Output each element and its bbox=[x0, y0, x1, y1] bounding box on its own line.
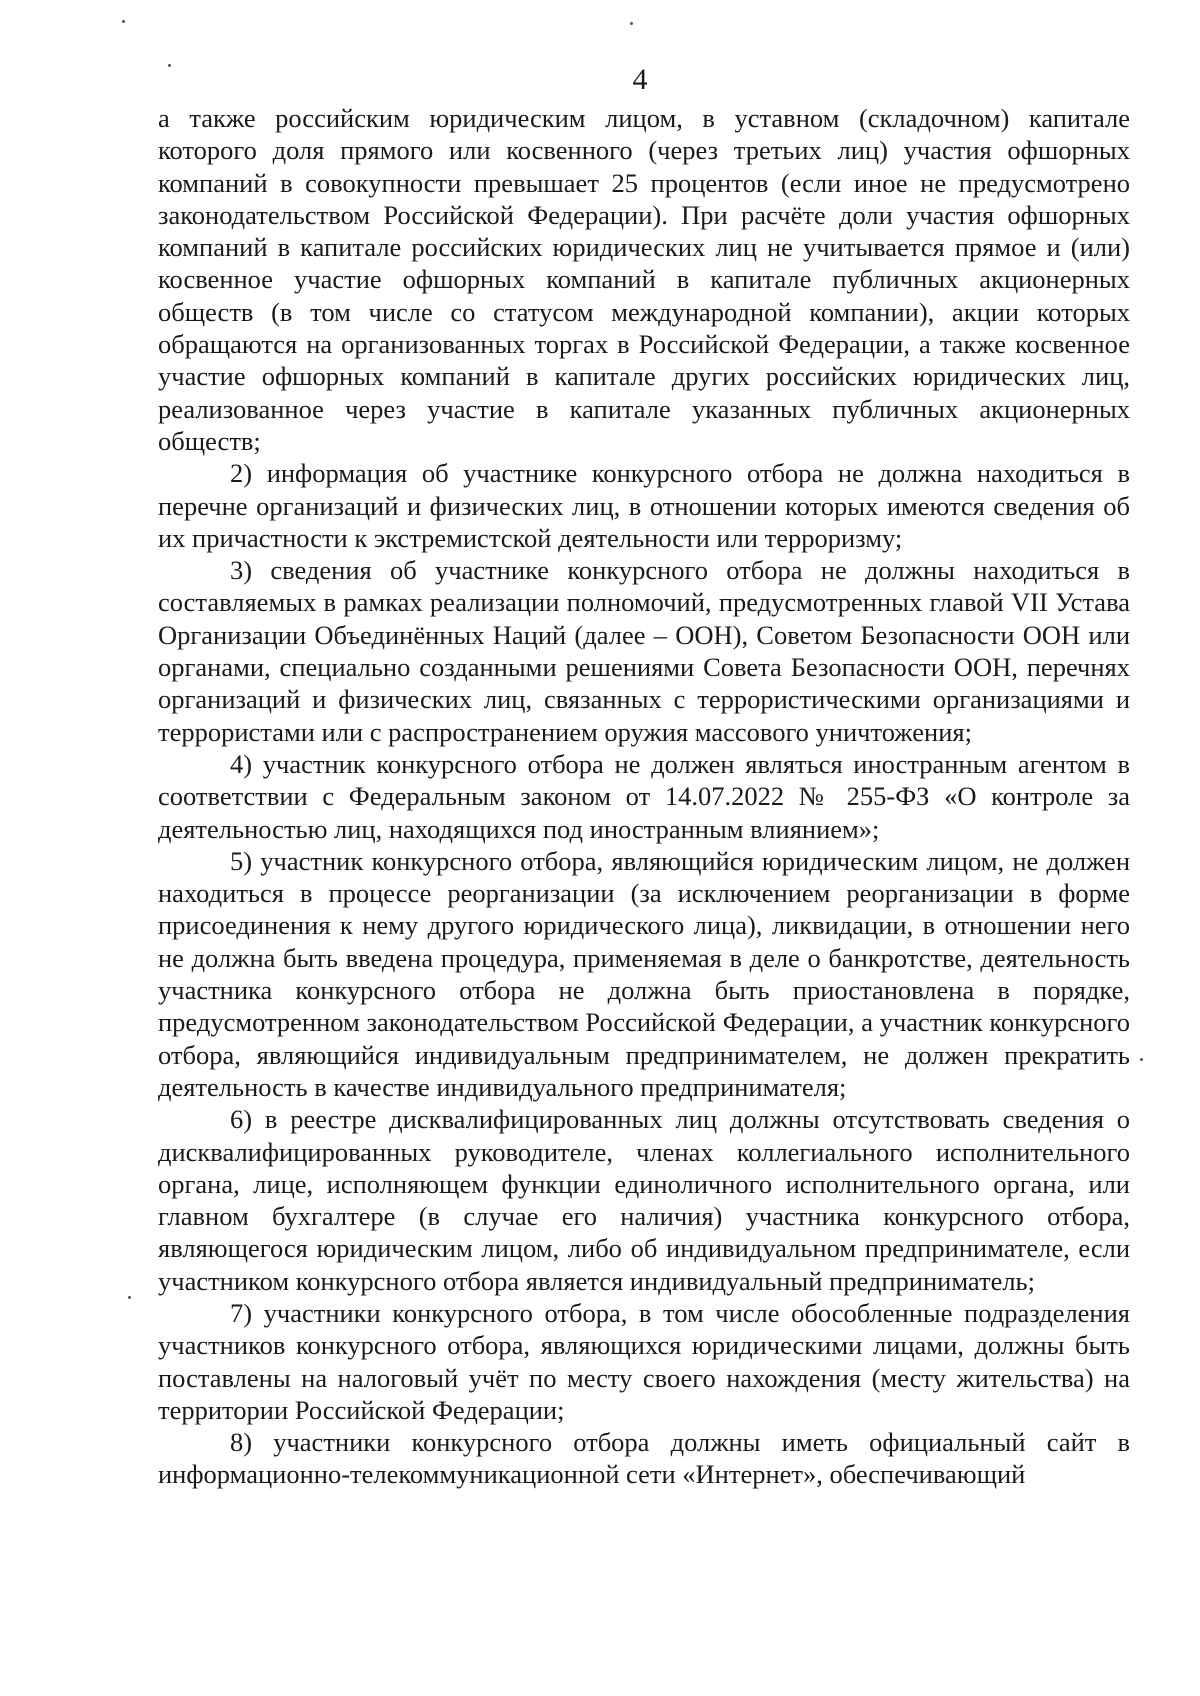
list-item-8: 8) участники конкурсного отбора должны иметь официальный сайт в информационно-телекоммуникационной сети «Интернет», обеспечивающий bbox=[158, 1427, 1130, 1490]
scan-speck bbox=[128, 1296, 131, 1299]
list-item-7: 7) участники конкурсного отбора, в том числе обособленные подразделения участников конкурсного отбора, являющихся юридическими лицами, должны быть поставлены на налоговый учёт по месту своего нахождения (месту жительства) на территории Российской Федерации; bbox=[158, 1297, 1130, 1425]
scan-speck bbox=[630, 22, 633, 25]
document-body bbox=[158, 102, 1130, 1491]
list-item-5: 5) участник конкурсного отбора, являющийся юридическим лицом, не должен находиться в процессе реорганизации (за исключением реорганизации в форме присоединения к нему другого юридического лица), ликвидации, в отношении него не должна быть введена процедура, применяемая в деле о банкротстве, деятельность участника конкурсного отбора не должна быть приостановлена в порядке, предусмотренном законодательством Российской Федерации, а участник конкурсного отбора, являющийся индивидуальным предпринимателем, не должен прекратить деятельность в качестве индивидуального предпринимателя; bbox=[158, 845, 1130, 1102]
list-item-3: 3) сведения об участнике конкурсного отбора не должны находиться в составляемых в рамках реализации полномочий, предусмотренных главой VII Устава Организации Объединённых Наций (далее – ООН), Советом Безопасности ООН или органами, специально созданными решениями Совета Безопасности ООН, перечнях организаций и физических лиц, связанных с террористическими организациями и террористами или с распространением оружия массового уничтожения; bbox=[158, 555, 1130, 747]
list-item-4: 4) участник конкурсного отбора не должен являться иностранным агентом в соответствии с Федеральным законом от 14.07.2022 № 255-ФЗ «О контроле за деятельностью лиц, находящихся под иностранным влиянием»; bbox=[158, 748, 1130, 844]
list-item-2: 2) информация об участнике конкурсного отбора не должна находиться в перечне организаций и физических лиц, в отношении которых имеются сведения об их причастности к экстремистской деятельности или терроризму; bbox=[158, 458, 1130, 553]
scan-speck bbox=[1140, 1058, 1143, 1061]
page-number: 4 bbox=[632, 63, 648, 96]
paragraph-continuation: а также российским юридическим лицом, в уставном (складочном) капитале которого доля прямого или косвенного (через третьих лиц) участия офшорных компаний в совокупности превышает 25 процентов (если иное не предусмотрено законодательством Российской Федерации). При расчёте доли участия офшорных компаний в капитале российских юридических лиц не учитывается прямое и (или) косвенное участие офшорных компаний в капитале публичных акционерных обществ (в том числе со статусом международной компании), акции которых обращаются на организованных торгах в Российской Федерации, а также косвенное участие офшорных компаний в капитале других российских юридических лиц, реализованное через участие в капитале указанных публичных акционерных обществ; bbox=[158, 103, 1130, 456]
scan-speck bbox=[122, 20, 125, 23]
list-item-6: 6) в реестре дисквалифицированных лиц должны отсутствовать сведения о дисквалифицированных руководителе, членах коллегиального исполнительного органа, лице, исполняющем функции единоличного исполнительного органа, или главном бухгалтере (в случае его наличия) участника конкурсного отбора, являющегося юридическим лицом, либо об индивидуальном предпринимателе, если участником конкурсного отбора является индивидуальный предприниматель; bbox=[158, 1104, 1130, 1296]
